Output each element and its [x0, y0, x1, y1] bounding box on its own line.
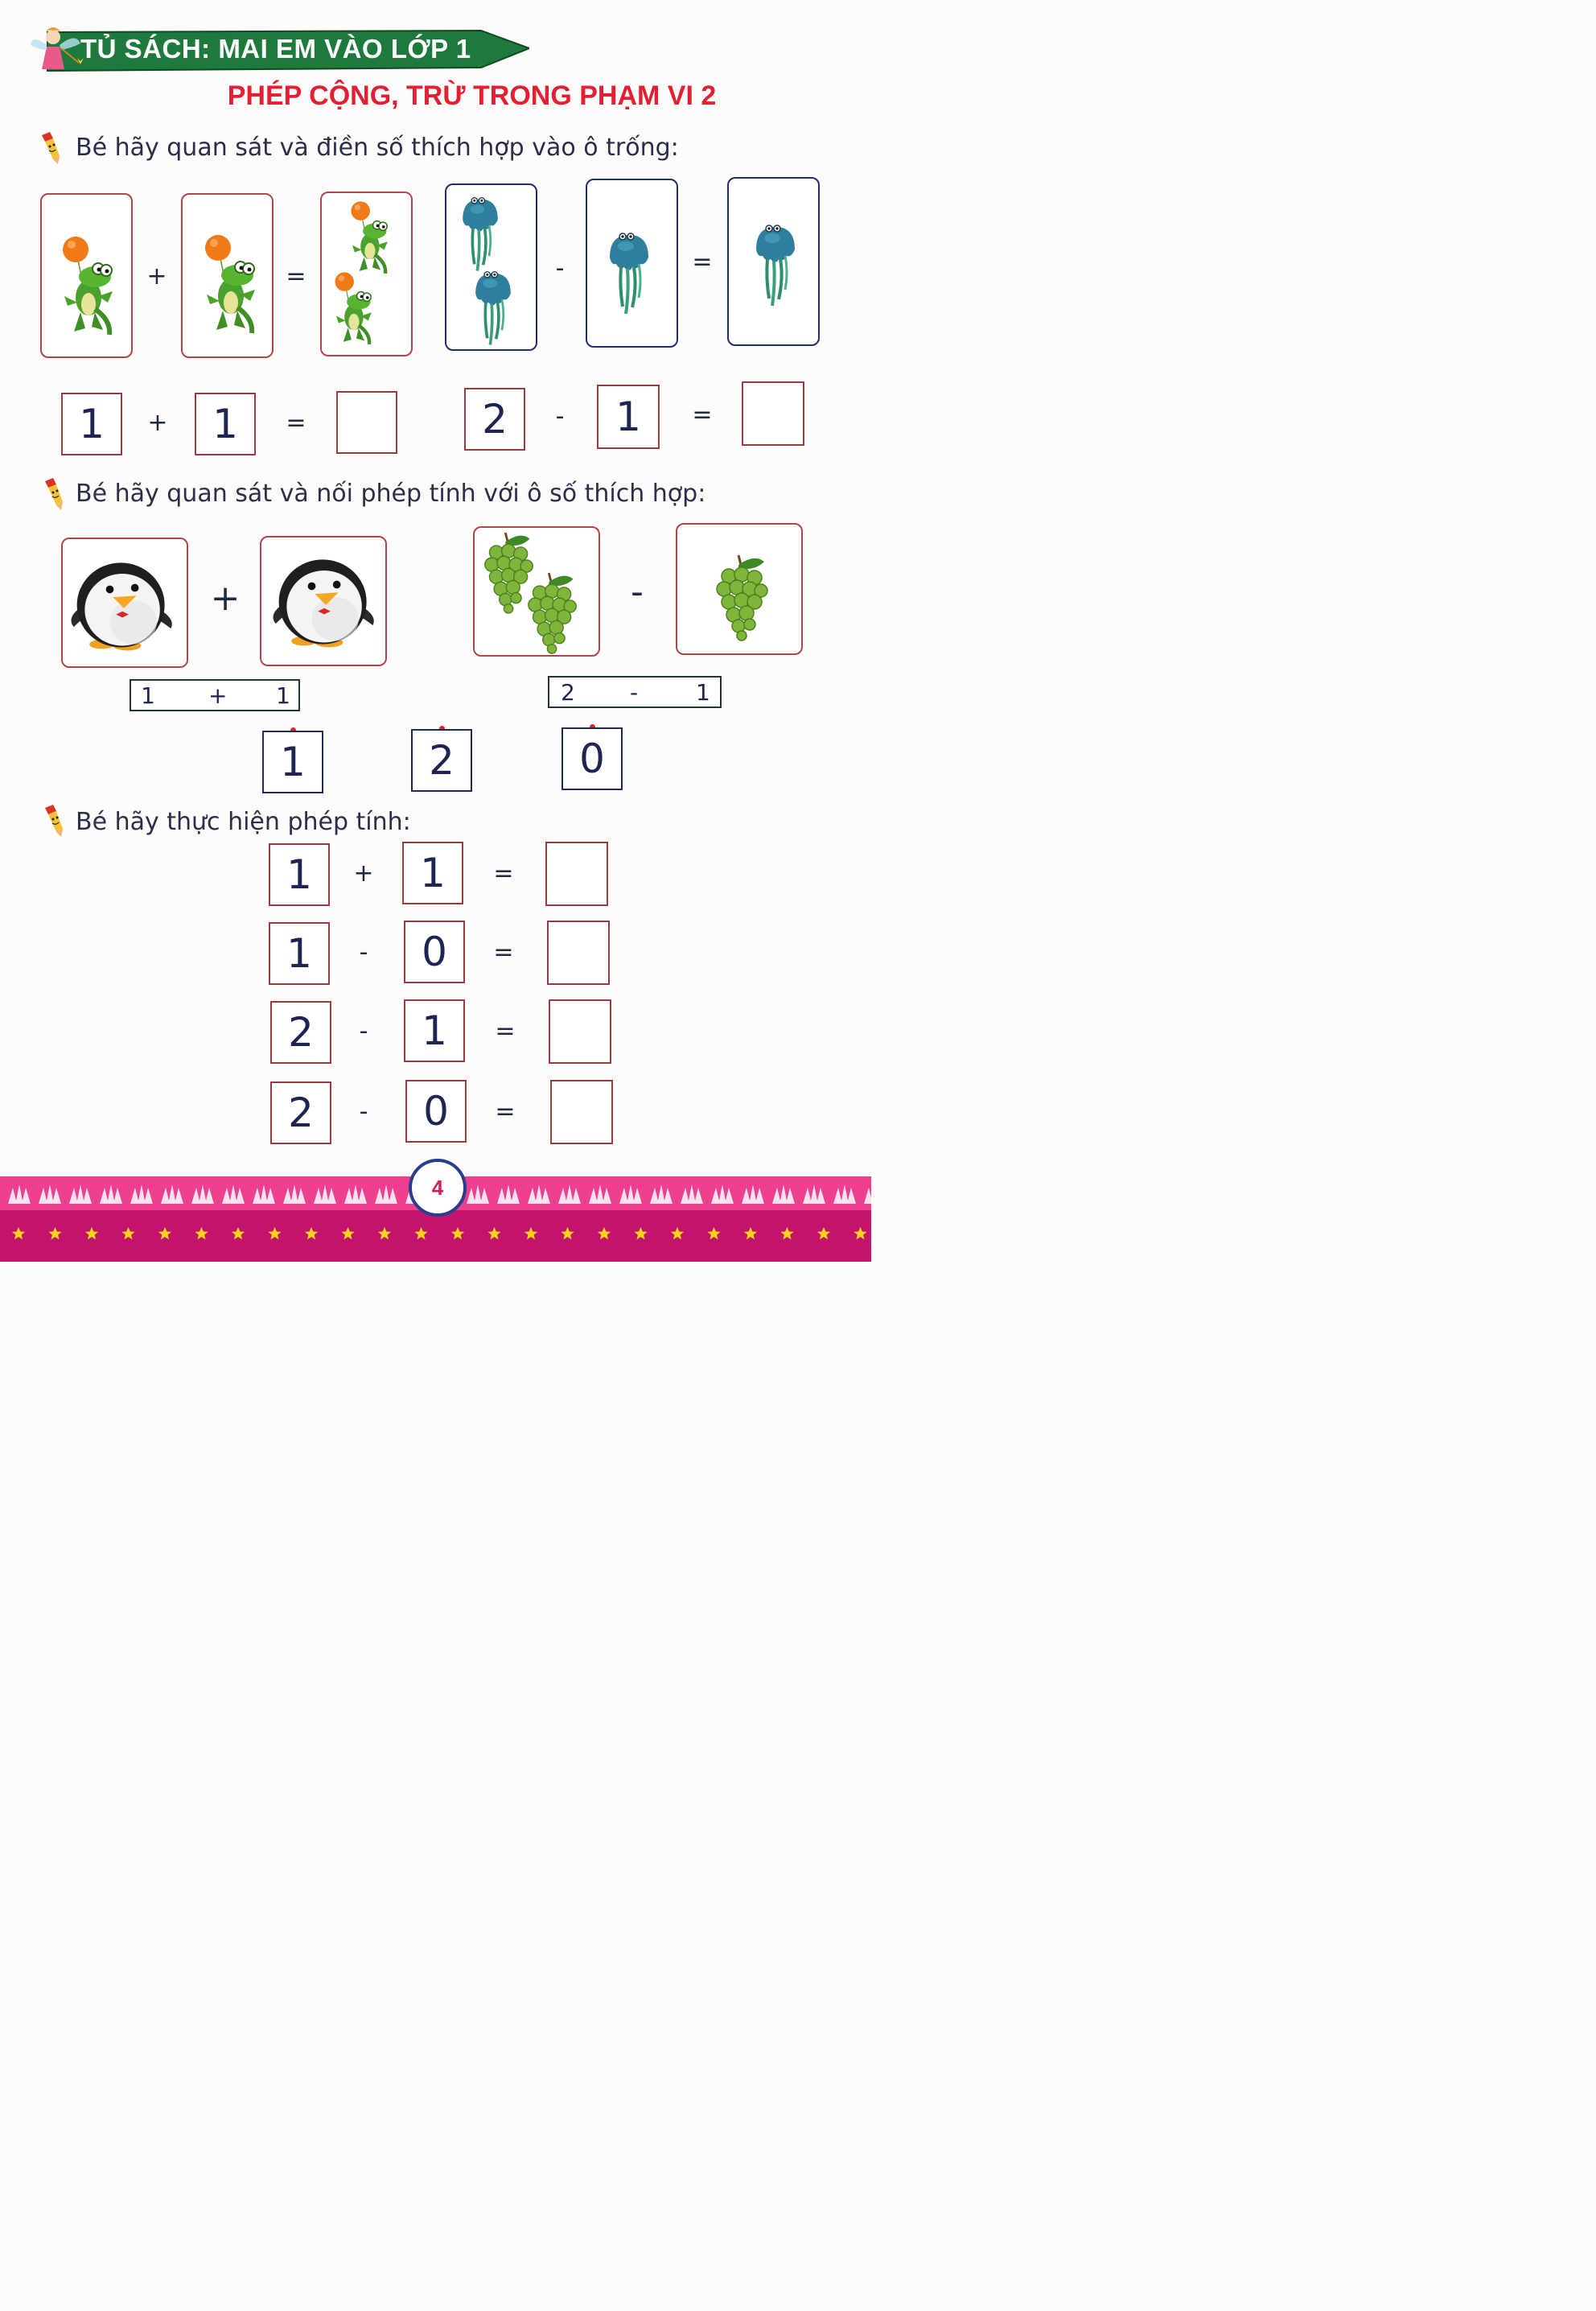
row4-operand-a: 2	[270, 1081, 331, 1144]
expression-2-box[interactable]	[548, 676, 722, 708]
eq1-answer-box[interactable]	[336, 391, 397, 454]
row1-operator: +	[353, 859, 374, 888]
choice-box-0[interactable]: 0	[561, 727, 623, 790]
eq2-operand-a: 2	[464, 388, 525, 451]
exercise3-instruction: Bé hãy thực hiện phép tính:	[76, 808, 411, 836]
expr2-op: -	[630, 679, 639, 706]
picture-card-grapes-1	[676, 523, 803, 655]
row3-operator: -	[359, 1017, 368, 1045]
fairy-icon	[29, 24, 85, 77]
eq2-answer-box[interactable]	[742, 381, 804, 446]
picture-card-croc-1	[40, 193, 133, 358]
grapes-icon	[526, 571, 579, 655]
crocodile-balloon-icon	[323, 269, 380, 357]
picture-op-plus: +	[146, 262, 167, 290]
row1-equals: =	[493, 859, 514, 888]
picture-op-minus-ex2: -	[631, 571, 644, 612]
row2-answer-box[interactable]	[547, 921, 610, 985]
expr1-op: +	[208, 682, 228, 709]
expr1-b: 1	[276, 682, 290, 709]
row4-answer-box[interactable]	[550, 1080, 613, 1144]
expr1-a: 1	[141, 682, 155, 709]
row3-operand-a: 2	[270, 1001, 331, 1064]
picture-card-grapes-2	[473, 526, 600, 657]
row3-operand-b: 1	[404, 999, 465, 1062]
expression-1-box[interactable]	[130, 679, 300, 711]
eq2-operand-b: 1	[597, 385, 660, 449]
eq2-operator: -	[555, 402, 565, 430]
row1-operand-b: 1	[402, 842, 463, 904]
eq2-equals: =	[692, 401, 713, 429]
series-title: TỦ SÁCH: MAI EM VÀO LỚP 1	[80, 34, 471, 64]
penguin-icon	[268, 547, 385, 652]
penguin-icon	[66, 550, 183, 655]
crocodile-balloon-icon	[195, 230, 260, 351]
row2-operand-b: 0	[404, 921, 465, 983]
jellyfish-icon	[605, 230, 653, 319]
jellyfish-icon	[471, 269, 516, 349]
picture-op-minus: -	[555, 254, 565, 282]
row3-answer-box[interactable]	[549, 999, 611, 1064]
jellyfish-icon	[751, 222, 800, 311]
page-title: PHÉP CỘNG, TRỪ TRONG PHẠM VI 2	[227, 80, 717, 111]
exercise2-instruction: Bé hãy quan sát và nối phép tính với ô số thích hợp:	[76, 480, 706, 508]
row4-operand-b: 0	[405, 1080, 467, 1143]
picture-op-equals: =	[286, 262, 306, 290]
picture-op-equals-2: =	[692, 248, 713, 276]
picture-card-penguin-1	[61, 538, 188, 668]
row2-equals: =	[493, 938, 514, 966]
eq1-equals: =	[286, 409, 306, 437]
grapes-icon	[714, 554, 771, 642]
expr2-b: 1	[696, 679, 710, 706]
row4-operator: -	[359, 1098, 368, 1126]
row1-operand-a: 1	[269, 843, 330, 906]
picture-card-jelly-result	[727, 177, 820, 346]
exercise1-instruction: Bé hãy quan sát và điền số thích hợp vào ô trống:	[76, 134, 679, 162]
picture-card-jelly-2	[586, 179, 678, 348]
choice-box-1[interactable]: 1	[262, 731, 323, 793]
picture-op-plus-ex2: +	[210, 578, 241, 619]
jellyfish-icon	[458, 195, 503, 275]
pencil-icon	[42, 803, 64, 838]
page-number: 4	[409, 1159, 467, 1217]
eq1-operator: +	[147, 409, 168, 437]
eq1-operand-a: 1	[61, 393, 122, 455]
eq1-operand-b: 1	[195, 393, 256, 455]
picture-card-croc-2	[181, 193, 274, 358]
row3-equals: =	[495, 1017, 516, 1045]
picture-card-croc-result	[320, 192, 413, 356]
pencil-icon	[39, 130, 61, 166]
row4-equals: =	[495, 1098, 516, 1126]
picture-card-penguin-2	[260, 536, 387, 666]
expr2-a: 2	[561, 679, 575, 706]
row2-operator: -	[359, 938, 368, 966]
pencil-icon	[42, 476, 64, 512]
picture-card-jelly-1	[445, 183, 537, 351]
choice-box-2[interactable]: 2	[411, 729, 472, 792]
row1-answer-box[interactable]	[545, 842, 608, 906]
crocodile-balloon-icon	[53, 232, 117, 352]
row2-operand-a: 1	[269, 922, 330, 985]
